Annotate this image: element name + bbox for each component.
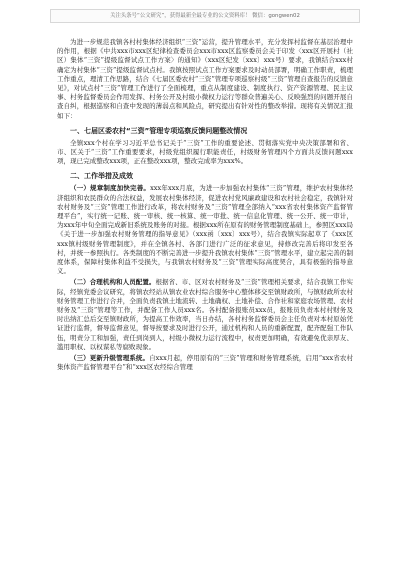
item-1-text: xxx年xxx月底，为进一步加强农村集体“三资”管理，维护农村集体经济组织和农民群众的合法权益，发展农村集体经济，促进农村党风廉政建设和农村社会稳定，我镇针对农村财务及“三资”管理工作进行改革，将农村财务及“三资”管理全部纳入“xxx省农村集体资产监督管理平台”，实行统一记账、统一审核、统一核算、统一审批、统一信息化管理、统一公开、统一审计，为xxx年中旬全面完成新旧系统及账务的对接。根据xxx所在原有的财务管理制度基础上，参照区xxx局《关于进一步加强农村财务管理的指导意见》（xxx函〔xxx〕xxx号），结合我镇实际起草了《xxx区xxx镇村级财务管理制度》，并在全镇各村、各部门进行广泛的征求意见，持修改完善后将印发至各村，并统一参照执行。各类制度的不断完善进一步提升我镇农村集体“三资”管理水平，建立起完善的制度体系，保障村集体利益不受损失，与我镇农村财务及“三资”管理实际高度契合，具有极强的指导意义。 — [57, 184, 353, 276]
section-2-heading: 二、工作举措及成效 — [70, 172, 133, 181]
section-1-heading: 一、七届区委农村“三资”管理专项巡察反馈问题整改情况 — [70, 126, 248, 135]
section-2-item-2 — [57, 278, 353, 352]
item-2-title: （二）合理机构和人员配置。 — [70, 278, 156, 287]
item-3-text: 自xxx月起，停用原有的“三资”管理和财务管理系统，启用“xxx省农村集体资产监督管理平台”和“xxx区农经综合管理 — [57, 354, 353, 372]
section-1-paragraph: 全镇xxx个村在学习习近平总书记关于“三资”工作的重要论述、贯彻落实党中央决策部署和省、市、区关于“三资”工作重要要求，村级党组织履行职能责任，村级财务管理四个方面共反馈问题xxx项，现已完成整改xxx项，正在整改xxx项，整改完成率为xxx%。 — [57, 138, 353, 166]
item-2-text: 根据省、市、区对农村财务及“三资”管理相关要求，结合我镇工作实际，经镇党委会议研究，将镇农经站从镇农业农村综合服务中心整体移交至镇财政所，与镇财政所农村财务管理工作进行合并，全面负责我镇土地流转、土地确权、土地补偿、合作社和家庭农场管理、农村财务及“三资”管理等工作，并配备工作人员xxx名。各村配备报账员xxx员，报账员负责本村村财务及时出纳汇总后交至镇财政所，为提高工作效率，当日办结，各村村务监督委员会主任负责对本村原始凭证进行监督，督导监督意见，督导按要求及时进行公开，通过机构和人员的重新配置，配齐配强工作队伍，明责分工和加强，责任到岗到人，村级小微权力运行流程中，权责更加明确，有效避免优亲厚友、滥用职权、以权谋私等腐败现象。 — [57, 278, 353, 351]
document-body — [57, 38, 353, 373]
section-2-item-1 — [57, 184, 353, 276]
section-2-item-3 — [57, 354, 353, 372]
header-banner: 关注头条号“公文研究”，获得最新全最专业的公文资料库！ 微信：gongwen02 — [50, 9, 360, 23]
intro-paragraph: 为进一步规范我镇各村村集体经济组织“三资”运营，提升管理水平，充分发挥村监督在基层治理中的作用，根据《中共xxx市xxx区纪律检查委员会xxx市xxx区监察委员会关于印发〈xxx区开展村（社区）集体“三资”提级监督试点工作方案〉的通知》（xxx区纪发〔xxx〕xxx号）要求，我镇结合xxx村确定为村集体“三资”提级监督试点村。我镇按照试点工作方案要求及时动员部署，明确工作职责，梳理工作重点，理清工作思路，结合《七届区委农村“三资”管理专项巡察村级“三资”管理自查报告的反馈意见》，对试点村“三资”管理工作进行了全面梳理，重点从制度建设、制度执行、资产资源管理、民主议事、村务监督委员会作用发挥、村务公开及村级小微权力运行等群众普遍关心、反映强烈的问题开展自查自纠，根据巡察和自查中发现的薄弱点和风险点，研究提出有针对性的整改举措。现将有关情况汇报如下： — [57, 38, 353, 120]
item-3-title: （三）更新升级管理系统。 — [70, 354, 150, 363]
item-1-title: （一）规章制度加快完善。 — [70, 184, 151, 193]
